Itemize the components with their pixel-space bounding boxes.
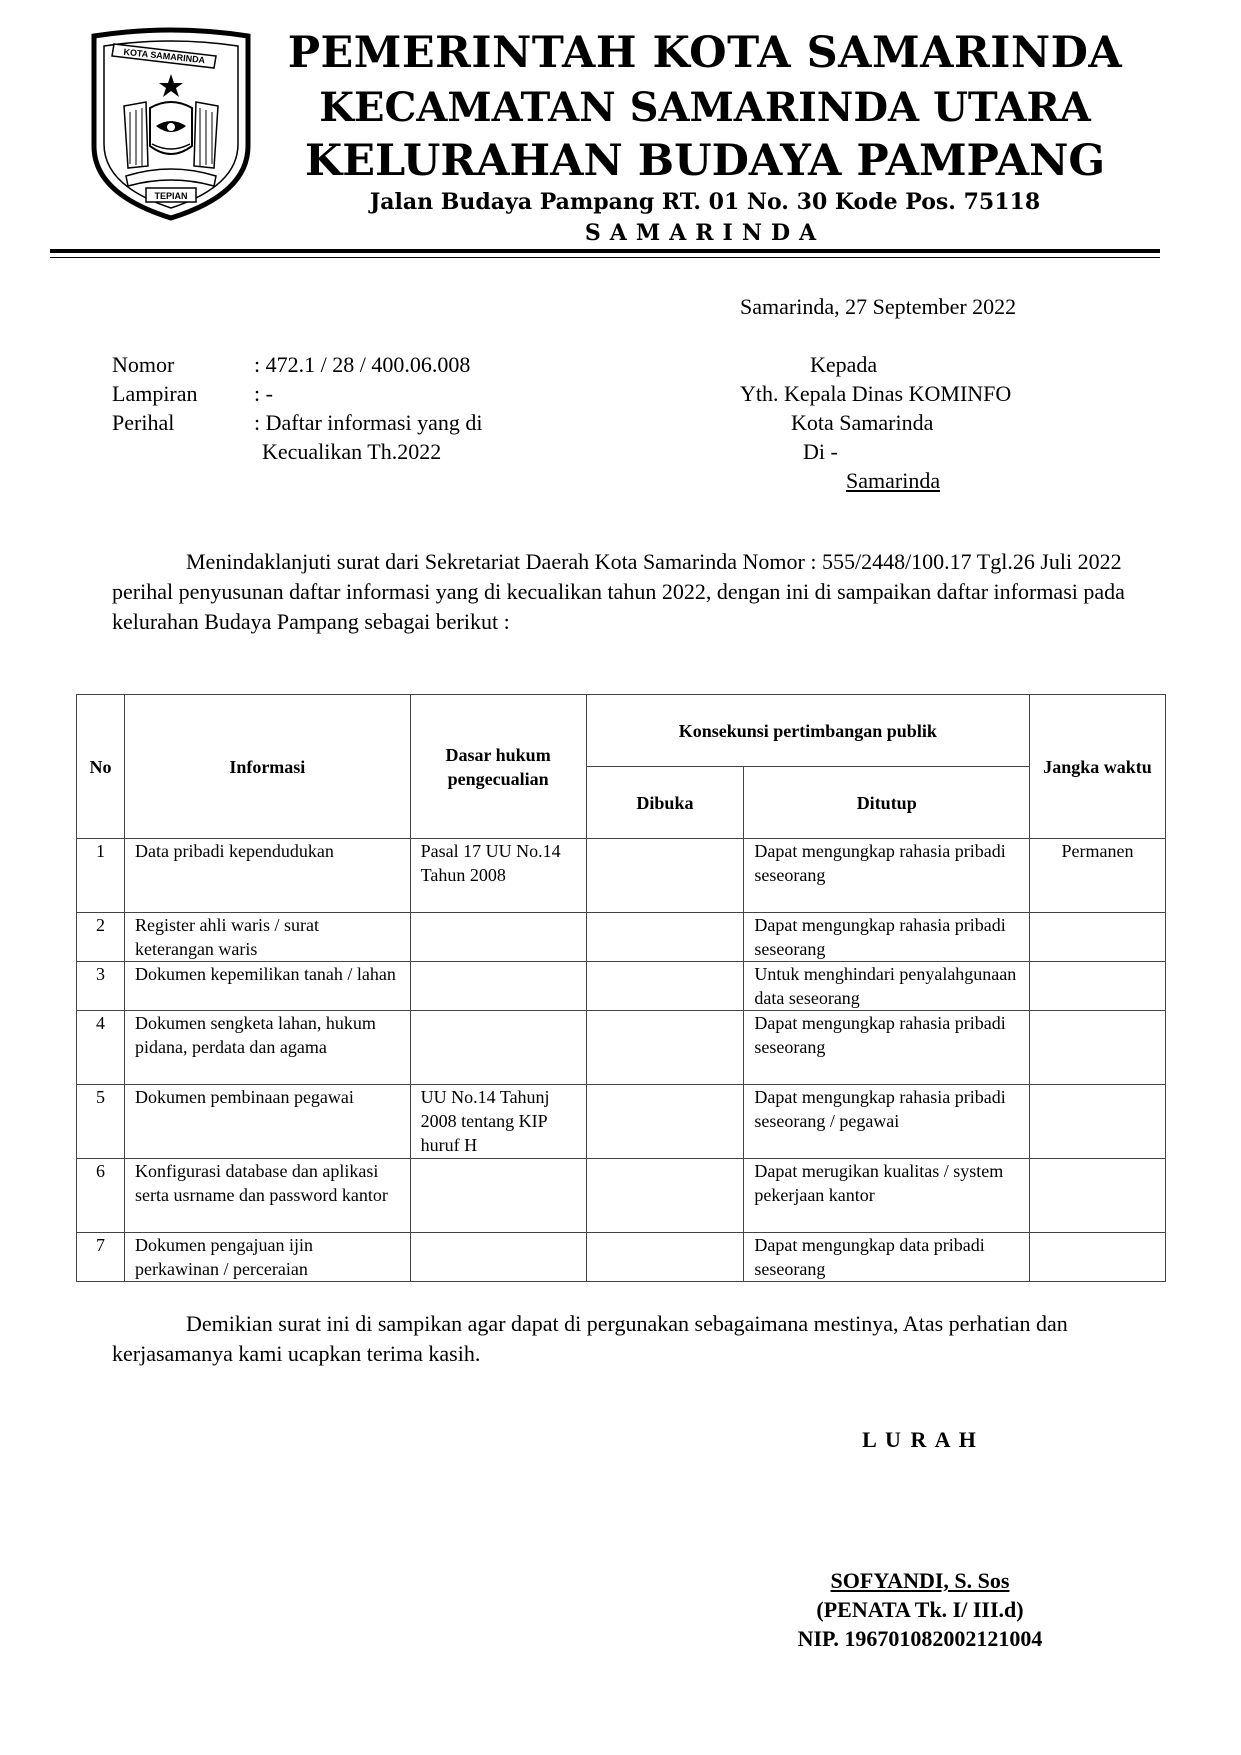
header-jangka-waktu: Jangka waktu [1030, 695, 1166, 839]
row-jangka: Permanen [1030, 839, 1166, 913]
row-ditutup: Untuk menghindari penyalahgunaan data seseorang [744, 962, 1030, 1011]
recipient-di: Di - [803, 439, 838, 464]
table-row [77, 913, 1166, 962]
row-jangka [1030, 913, 1166, 962]
row-no: 2 [77, 913, 125, 962]
row-dibuka [586, 1011, 744, 1085]
row-informasi: Register ahli waris / surat keterangan waris [124, 913, 410, 962]
recipient-tempat: Samarinda [846, 468, 941, 493]
header-ditutup: Ditutup [744, 767, 1030, 839]
table-row [77, 839, 1166, 913]
row-no: 5 [77, 1085, 125, 1159]
row-jangka [1030, 1233, 1166, 1282]
letterhead-district: KECAMATAN SAMARINDA UTARA [319, 84, 1091, 131]
row-informasi: Konfigurasi database dan aplikasi serta usrname dan password kantor [124, 1159, 410, 1233]
header-no: No [77, 695, 125, 839]
perihal-value-line1: : Daftar informasi yang di [254, 410, 483, 435]
row-dasar [410, 1233, 586, 1282]
logo-text-top: KOTA SAMARINDA [123, 46, 206, 66]
letterhead-divider-thick [50, 249, 1160, 253]
row-dasar [410, 1159, 586, 1233]
row-jangka [1030, 1159, 1166, 1233]
row-informasi: Dokumen pembinaan pegawai [124, 1085, 410, 1159]
row-dasar [410, 962, 586, 1011]
letterhead-divider-thin [50, 257, 1160, 258]
closing-text: Demikian surat ini di sampikan agar dapat di pergunakan sebagaimana mestinya, Atas perhatian dan kerjasamanya kami ucapkan terima kasih. [112, 1311, 1068, 1366]
row-dibuka [586, 913, 744, 962]
letterhead-government: PEMERINTAH KOTA SAMARINDA [287, 28, 1123, 78]
row-dibuka [586, 1233, 744, 1282]
row-no: 7 [77, 1233, 125, 1282]
closing-paragraph [112, 1309, 1152, 1369]
header-dibuka: Dibuka [586, 767, 744, 839]
signatory-name: SOFYANDI, S. Sos [830, 1568, 1010, 1593]
lampiran-value: : - [254, 381, 273, 406]
row-no: 6 [77, 1159, 125, 1233]
signatory-nip: NIP. 196701082002121004 [797, 1626, 1043, 1651]
table-row [77, 1085, 1166, 1159]
row-ditutup: Dapat merugikan kualitas / system pekerjaan kantor [744, 1159, 1030, 1233]
nomor-label: Nomor [112, 352, 175, 377]
row-dibuka [586, 962, 744, 1011]
table-row [77, 1159, 1166, 1233]
table-row [77, 1233, 1166, 1282]
row-dasar: Pasal 17 UU No.14 Tahun 2008 [410, 839, 586, 913]
row-informasi: Dokumen pengajuan ijin perkawinan / perceraian [124, 1233, 410, 1282]
logo-text-bottom: TEPIAN [154, 191, 188, 201]
exempt-information-table [76, 694, 1166, 1282]
signatory-rank: (PENATA Tk. I/ III.d) [816, 1597, 1024, 1622]
row-ditutup: Dapat mengungkap rahasia pribadi seseorang [744, 839, 1030, 913]
header-dasar-hukum: Dasar hukum pengecualian [410, 695, 586, 839]
letterhead-city: SAMARINDA [584, 220, 826, 246]
table-row [77, 1011, 1166, 1085]
signature-title: L U R A H [862, 1427, 978, 1452]
header-konsekuensi: Konsekunsi pertimbangan publik [586, 695, 1030, 767]
letterhead-village: KELURAHAN BUDAYA PAMPANG [304, 136, 1106, 186]
recipient-kota: Kota Samarinda [791, 410, 934, 435]
perihal-value-line2: Kecualikan Th.2022 [262, 439, 442, 464]
row-no: 4 [77, 1011, 125, 1085]
row-informasi: Dokumen sengketa lahan, hukum pidana, perdata dan agama [124, 1011, 410, 1085]
row-dibuka [586, 839, 744, 913]
row-jangka [1030, 962, 1166, 1011]
row-dasar [410, 1011, 586, 1085]
row-informasi: Data pribadi kependudukan [124, 839, 410, 913]
row-ditutup: Dapat mengungkap rahasia pribadi seseorang [744, 913, 1030, 962]
row-ditutup: Dapat mengungkap rahasia pribadi seseorang / pegawai [744, 1085, 1030, 1159]
row-no: 1 [77, 839, 125, 913]
row-informasi: Dokumen kepemilikan tanah / lahan [124, 962, 410, 1011]
row-ditutup: Dapat mengungkap rahasia pribadi seseorang [744, 1011, 1030, 1085]
letter-date: Samarinda, 27 September 2022 [740, 294, 1017, 319]
row-jangka [1030, 1011, 1166, 1085]
row-jangka [1030, 1085, 1166, 1159]
row-no: 3 [77, 962, 125, 1011]
header-informasi: Informasi [124, 695, 410, 839]
letterhead-address: Jalan Budaya Pampang RT. 01 No. 30 Kode Pos. 75118 [369, 189, 1041, 215]
row-ditutup: Dapat mengungkap data pribadi seseorang [744, 1233, 1030, 1282]
row-dibuka [586, 1159, 744, 1233]
recipient-kepada: Kepada [810, 352, 878, 377]
nomor-value: : 472.1 / 28 / 400.06.008 [254, 352, 471, 377]
row-dibuka [586, 1085, 744, 1159]
opening-paragraph [112, 547, 1152, 637]
city-emblem-logo [86, 26, 256, 222]
row-dasar [410, 913, 586, 962]
opening-text: Menindaklanjuti surat dari Sekretariat Daerah Kota Samarinda Nomor : 555/2448/100.17 Tgl.26 Juli 2022 perihal penyusunan daftar informasi yang di kecualikan tahun 2022, dengan ini di sampaikan daftar informasi pada kelurahan Budaya Pampang sebagai berikut : [112, 549, 1125, 634]
perihal-label: Perihal [112, 410, 175, 435]
recipient-yth: Yth. Kepala Dinas KOMINFO [740, 381, 1012, 406]
lampiran-label: Lampiran [112, 381, 198, 406]
row-dasar: UU No.14 Tahunj 2008 tentang KIP huruf H [410, 1085, 586, 1159]
table-row [77, 962, 1166, 1011]
